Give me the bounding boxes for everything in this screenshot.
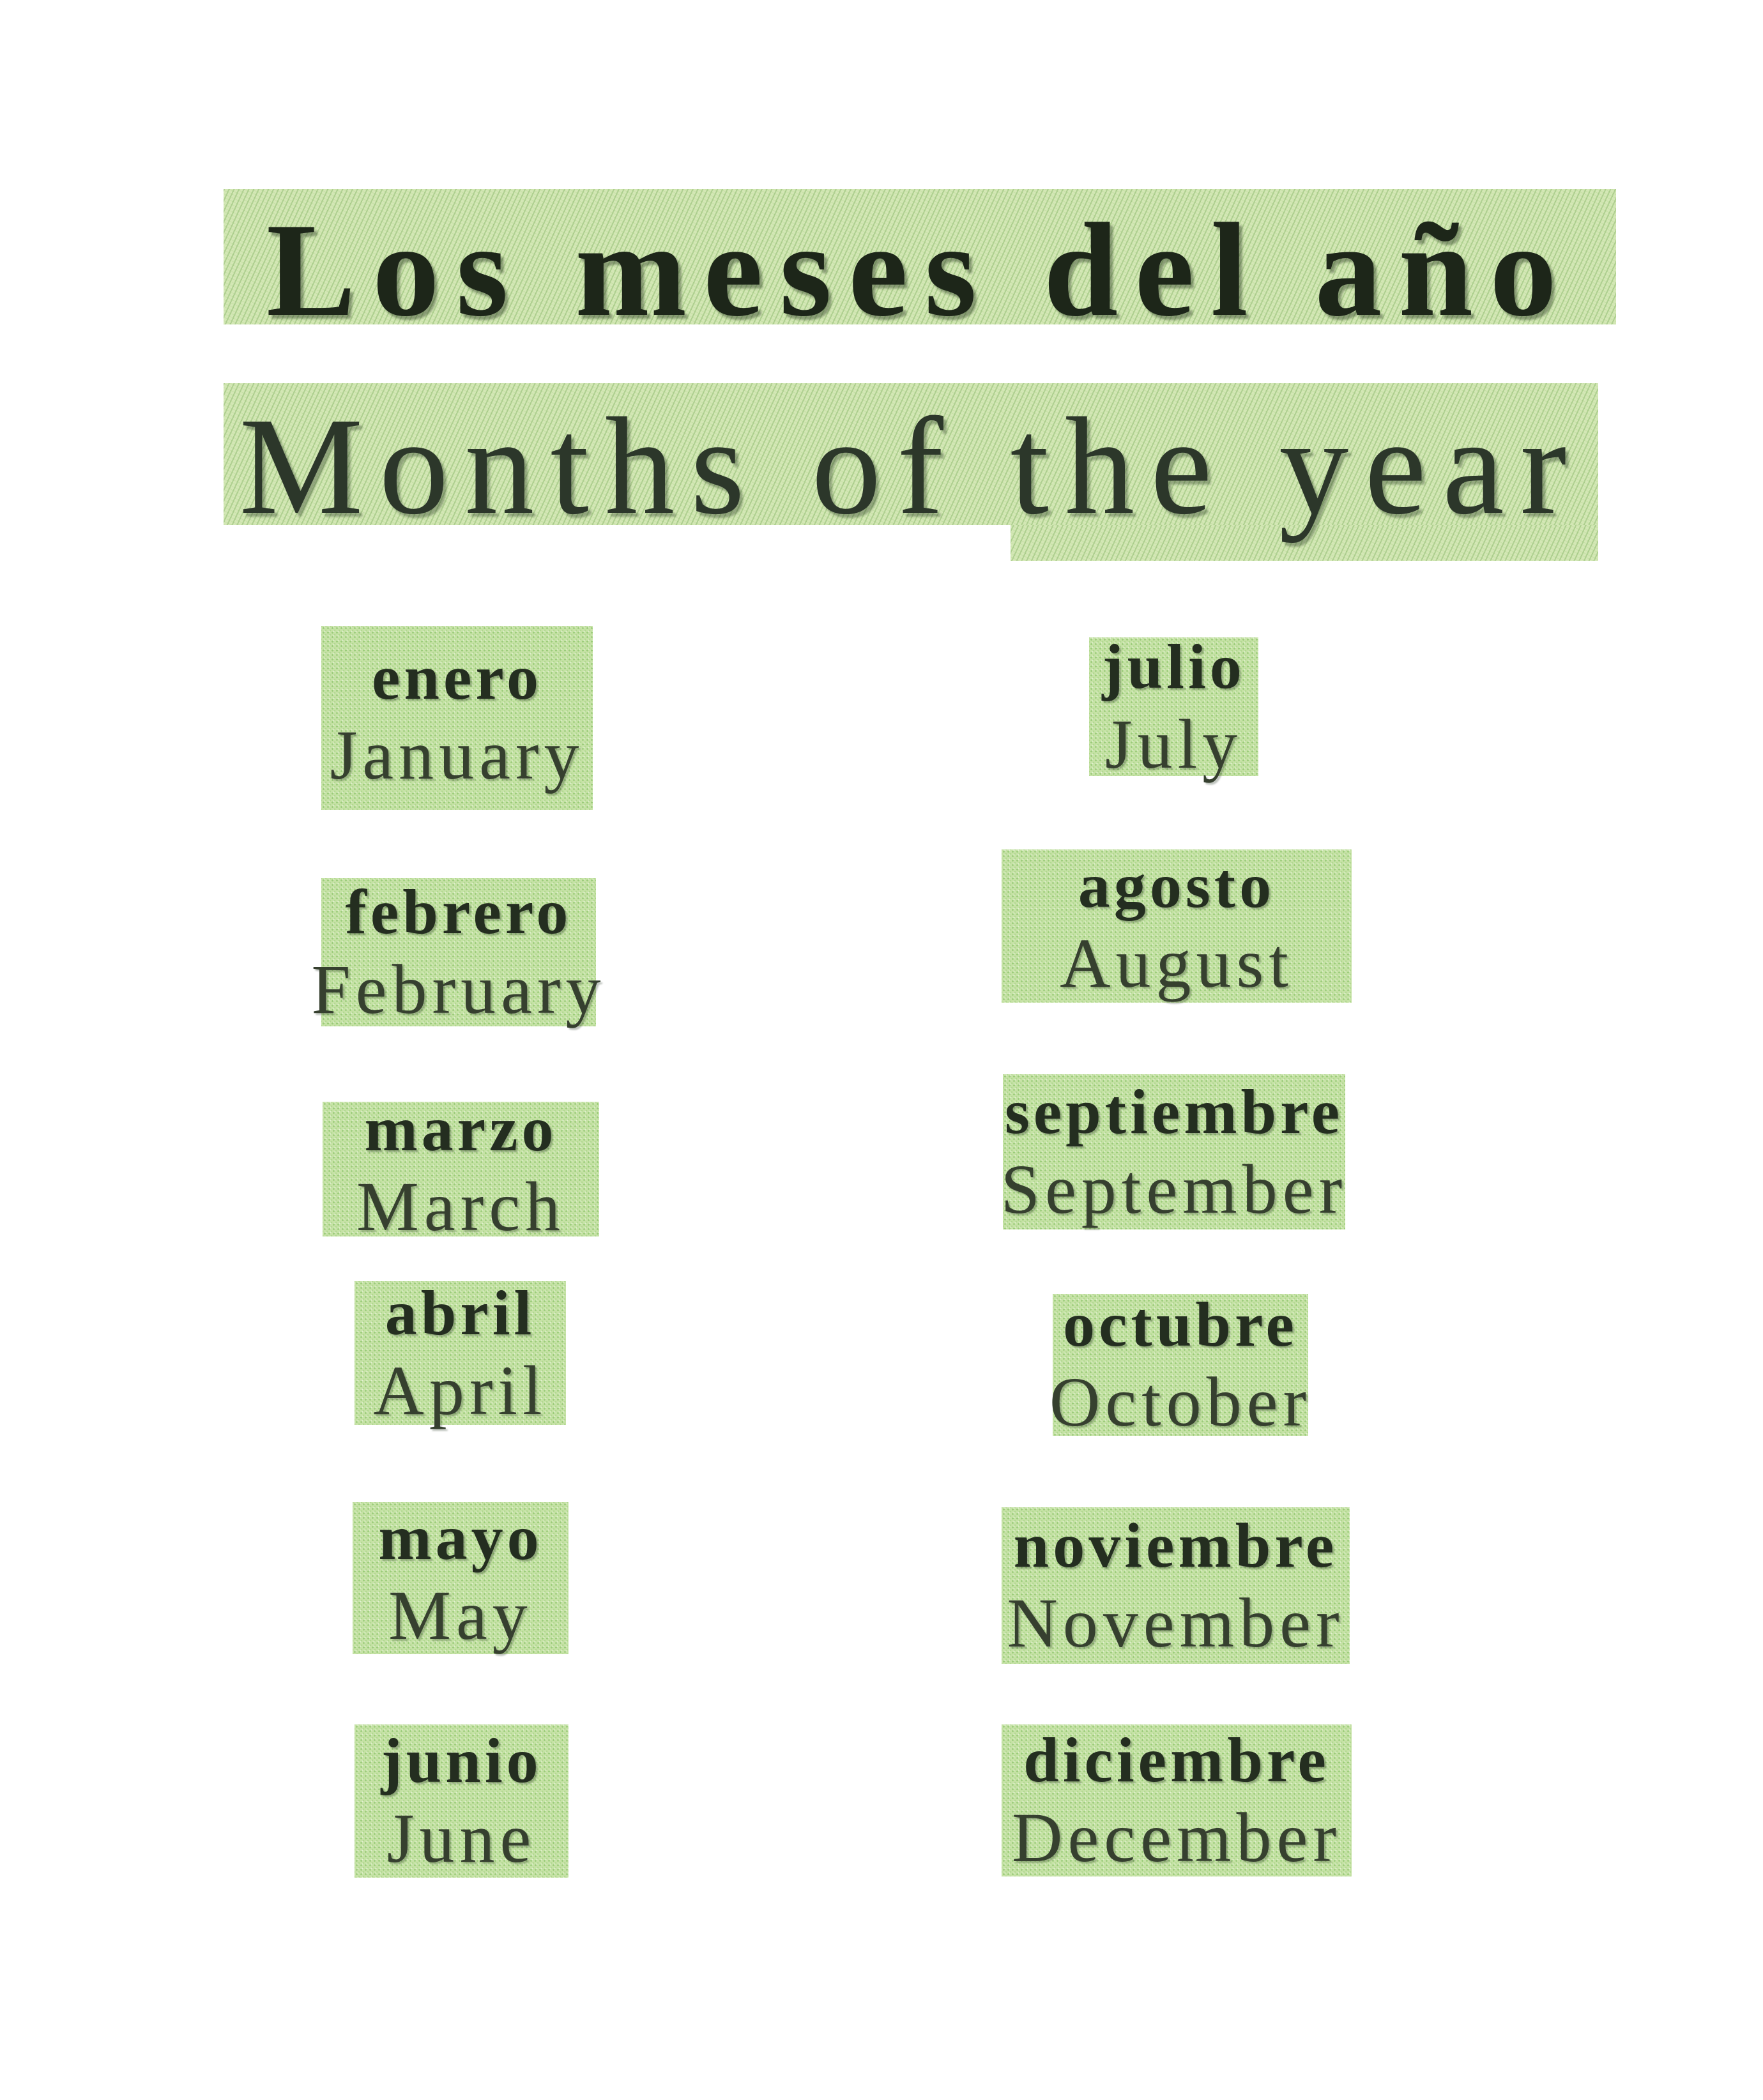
month-name-english: May <box>388 1576 533 1654</box>
month-name-spanish: abril <box>385 1277 536 1348</box>
page-title-english: Months of the year <box>239 390 1583 544</box>
month-name-english: January <box>330 716 584 794</box>
month-card-marzo <box>323 1093 599 1245</box>
month-name-spanish: mayo <box>378 1502 543 1573</box>
month-name-english: February <box>311 950 606 1028</box>
month-name-spanish: febrero <box>345 876 572 947</box>
month-name-spanish: diciembre <box>1023 1724 1330 1795</box>
month-name-english: April <box>373 1351 547 1429</box>
month-card-octubre <box>1049 1289 1312 1441</box>
month-name-spanish: enero <box>372 642 542 713</box>
month-name-english: August <box>1060 924 1294 1002</box>
month-name-spanish: octubre <box>1063 1289 1298 1360</box>
month-card-julio <box>1089 630 1258 783</box>
month-name-english: November <box>1007 1583 1345 1662</box>
month-name-english: July <box>1104 704 1243 783</box>
month-name-english: December <box>1012 1799 1341 1876</box>
month-card-mayo <box>353 1502 569 1654</box>
month-card-abril <box>355 1277 566 1429</box>
month-card-septiembre <box>1000 1074 1348 1229</box>
month-name-spanish: noviembre <box>1013 1509 1338 1581</box>
month-name-english: October <box>1049 1363 1312 1441</box>
month-card-junio <box>355 1724 569 1878</box>
page-title-spanish: Los meses del año <box>266 196 1574 344</box>
month-name-spanish: septiembre <box>1004 1076 1344 1147</box>
month-card-agosto <box>1002 849 1352 1003</box>
month-name-english: June <box>386 1799 537 1877</box>
month-card-febrero <box>311 876 606 1028</box>
month-card-enero <box>321 626 593 810</box>
month-name-spanish: agosto <box>1078 850 1276 921</box>
month-name-spanish: julio <box>1102 630 1246 702</box>
month-card-noviembre <box>1002 1507 1350 1664</box>
month-name-english: March <box>356 1167 566 1245</box>
month-name-english: September <box>1000 1150 1348 1228</box>
month-name-spanish: marzo <box>364 1093 558 1164</box>
month-card-diciembre <box>1002 1724 1352 1876</box>
month-name-spanish: junio <box>381 1725 542 1796</box>
